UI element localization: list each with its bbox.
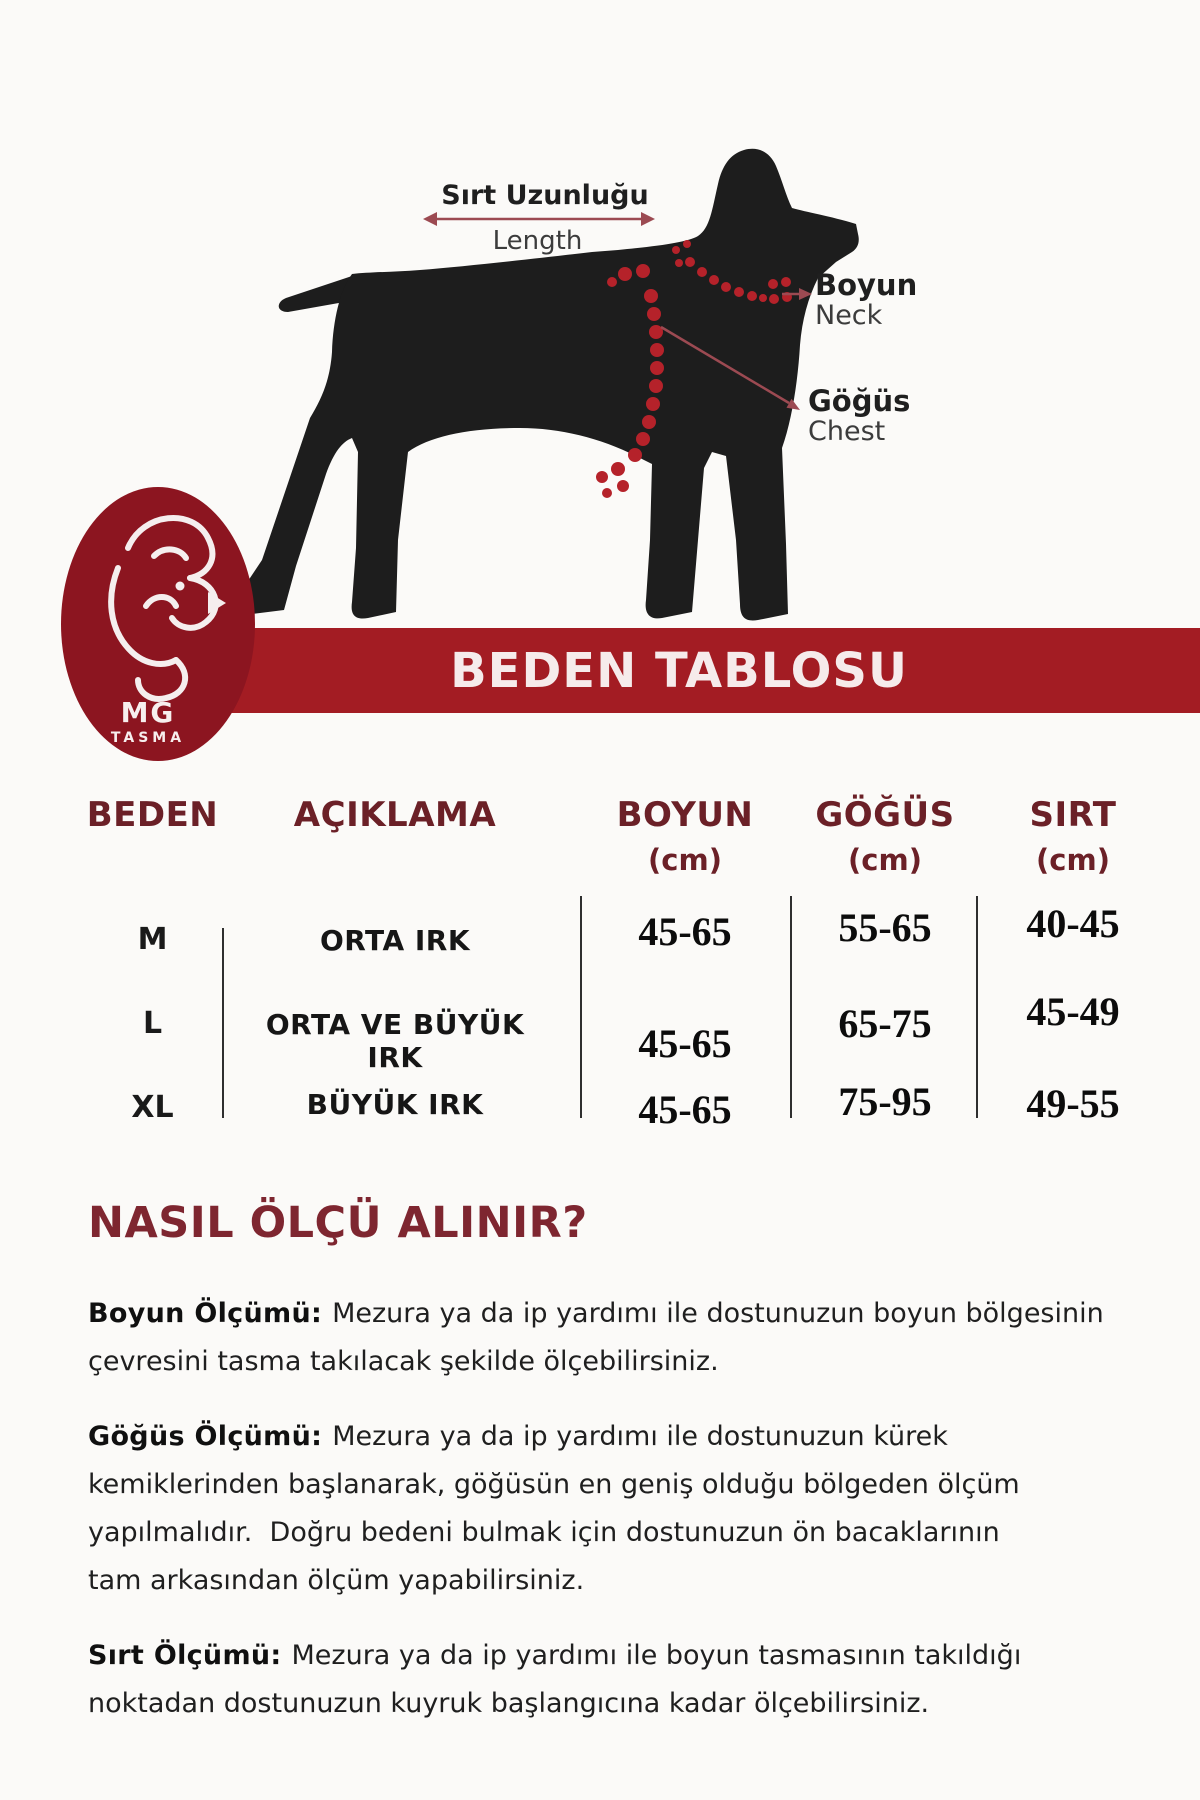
paragraph-text: çevresini tasma takılacak şekilde ölçebilirsiniz.	[88, 1346, 719, 1377]
row-chest-value: 75-95	[838, 1079, 932, 1124]
row-chest-value: 55-65	[838, 905, 932, 950]
header-neck: BOYUN	[616, 795, 754, 835]
paragraph-text: Mezura ya da ip yardımı ile boyun tasmasının takıldığı	[291, 1640, 1022, 1671]
header-size: BEDEN	[86, 795, 219, 835]
paragraph-text: Mezura ya da ip yardımı ile dostunuzun boyun bölgesinin	[332, 1298, 1104, 1329]
header-back-unit: (cm)	[1036, 843, 1110, 877]
row-back-value: 45-49	[1026, 989, 1120, 1034]
column-divider	[790, 896, 792, 1118]
column-divider	[976, 896, 978, 1118]
header-back: SIRT	[1029, 795, 1117, 835]
row-description: BÜYÜK IRK	[306, 1088, 484, 1121]
row-neck-value: 45-65	[638, 909, 732, 954]
header-chest-unit: (cm)	[848, 843, 922, 877]
back-length-label-en: Length	[492, 226, 583, 256]
paragraph-text: Mezura ya da ip yardımı ile dostunuzun kürek	[332, 1421, 948, 1452]
row-size: XL	[131, 1090, 174, 1125]
chest-measure-paragraph	[88, 1413, 1188, 1605]
row-size: M	[137, 922, 168, 957]
how-to-title: NASIL ÖLÇÜ ALINIR?	[88, 1198, 588, 1248]
chest-label-en: Chest	[808, 416, 886, 447]
paragraph-text: kemiklerinden başlanarak, göğüsün en geniş olduğu bölgeden ölçüm	[88, 1469, 1020, 1500]
header-chest: GÖĞÜS	[815, 795, 955, 835]
neck-label-tr: Boyun	[815, 268, 918, 302]
header-description: AÇIKLAMA	[293, 795, 497, 835]
how-to-measure-section	[88, 1290, 1188, 1755]
neck-label-en: Neck	[815, 300, 883, 331]
paragraph-text: tam arkasından ölçüm yapabilirsiniz.	[88, 1565, 585, 1596]
paragraph-lead: Sırt Ölçümü:	[88, 1640, 282, 1671]
neck-measure-paragraph	[88, 1290, 1188, 1386]
logo-initials: MG	[120, 696, 176, 729]
chest-label-tr: Göğüs	[808, 384, 911, 418]
row-description: ORTA IRK	[319, 924, 471, 957]
row-neck-value: 45-65	[638, 1087, 732, 1132]
row-neck-value: 45-65	[638, 1021, 732, 1066]
paragraph-lead: Göğüs Ölçümü:	[88, 1421, 323, 1452]
back-length-label-tr: Sırt Uzunluğu	[441, 180, 649, 211]
paragraph-lead: Boyun Ölçümü:	[88, 1298, 323, 1329]
back-measure-paragraph	[88, 1632, 1188, 1728]
paragraph-text: yapılmalıdır. Doğru bedeni bulmak için dostunuzun ön bacaklarının	[88, 1517, 1000, 1548]
row-chest-value: 65-75	[838, 1001, 932, 1046]
row-back-value: 40-45	[1026, 901, 1120, 946]
brand-banner	[158, 628, 1200, 713]
logo-name: TASMA	[110, 730, 186, 746]
row-back-value: 49-55	[1026, 1081, 1120, 1126]
row-size: L	[142, 1006, 163, 1041]
header-neck-unit: (cm)	[648, 843, 722, 877]
paragraph-text: noktadan dostunuzun kuyruk başlangıcına kadar ölçebilirsiniz.	[88, 1688, 930, 1719]
row-description: ORTA VE BÜYÜK IRK	[265, 1008, 525, 1074]
banner-title: BEDEN TABLOSU	[450, 642, 908, 699]
length-arrow-icon	[423, 212, 655, 226]
column-divider	[580, 896, 582, 1118]
